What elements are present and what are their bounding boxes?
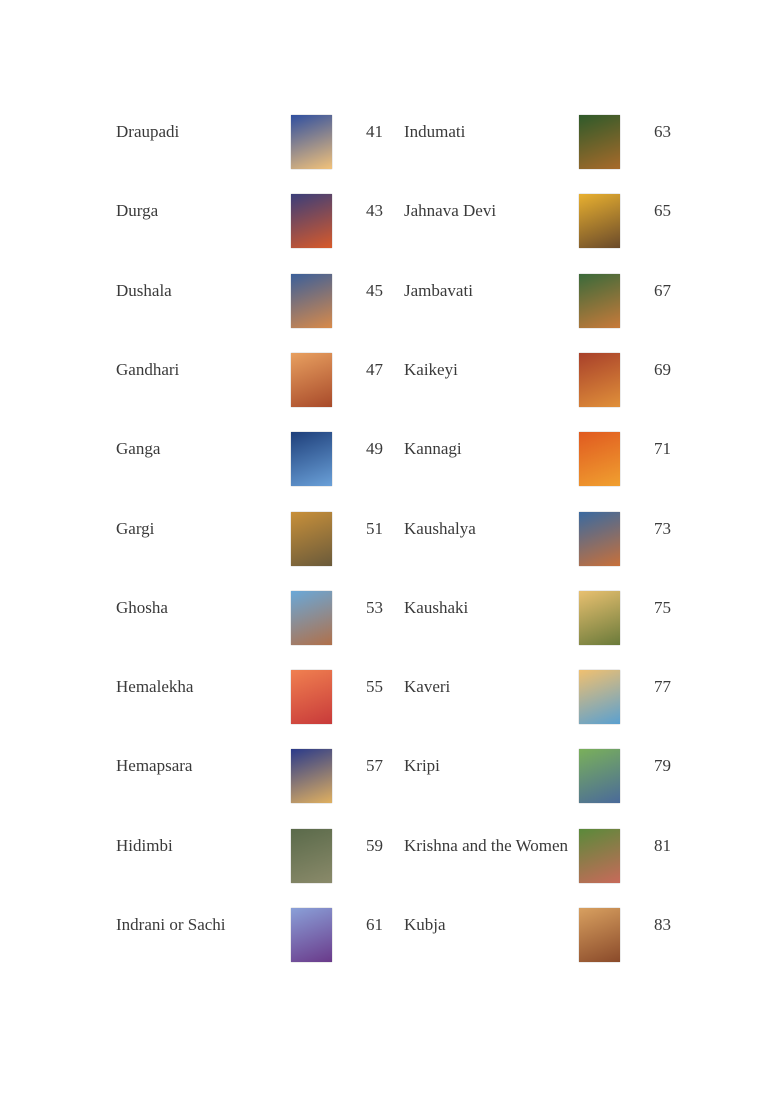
- entry-page-number: 71: [654, 439, 671, 459]
- toc-entry[interactable]: [0, 836, 780, 896]
- toc-entry[interactable]: [0, 677, 780, 737]
- toc-entry[interactable]: [0, 519, 780, 579]
- entry-page-number: 55: [366, 677, 383, 697]
- entry-page-number: 65: [654, 201, 671, 221]
- entry-title: Hemapsara: [116, 756, 193, 776]
- entry-page-number: 57: [366, 756, 383, 776]
- entry-page-number: 77: [654, 677, 671, 697]
- entry-thumbnail-image: [579, 194, 620, 248]
- entry-page-number: 73: [654, 518, 671, 538]
- entry-thumbnail-image: [579, 432, 620, 486]
- toc-entry[interactable]: [0, 201, 780, 261]
- entry-title: Kannagi: [404, 439, 462, 459]
- entry-page-number: 59: [366, 835, 383, 855]
- entry-page-number: 83: [654, 915, 671, 934]
- entry-thumbnail-image: [579, 353, 620, 407]
- toc-entry[interactable]: [0, 360, 780, 420]
- entry-page-number: 51: [366, 518, 383, 538]
- entry-title: Ghosha: [116, 597, 168, 617]
- entry-title: Dushala: [116, 280, 172, 300]
- entry-title: Jahnava Devi: [404, 201, 497, 221]
- entry-page-number: 81: [654, 835, 671, 855]
- entry-title: Durga: [116, 201, 159, 221]
- entry-title: Kaushalya: [404, 518, 476, 538]
- entry-page-number: 49: [366, 439, 383, 459]
- entry-page-number: 67: [654, 280, 671, 300]
- entry-page-number: 79: [654, 756, 671, 776]
- entry-page-number: 75: [654, 597, 671, 617]
- toc-entry[interactable]: [0, 439, 780, 499]
- entry-title: Kaikeyi: [404, 359, 458, 379]
- entry-title: Jambavati: [404, 280, 473, 300]
- entry-title: Gandhari: [116, 359, 180, 379]
- entry-title: Kaveri: [404, 677, 451, 697]
- toc-entry[interactable]: [0, 915, 780, 975]
- entry-title: Indrani or Sachi: [116, 915, 226, 934]
- entry-title: Kubja: [404, 915, 446, 934]
- entry-title: Draupadi: [116, 122, 180, 141]
- entry-title: Kripi: [404, 756, 440, 776]
- entry-page-number: 43: [366, 201, 383, 221]
- entry-thumbnail-image: [579, 829, 620, 883]
- entry-thumbnail-image: [579, 749, 620, 803]
- toc-entry[interactable]: [0, 281, 780, 341]
- entry-title: Kaushaki: [404, 597, 469, 617]
- toc-entry[interactable]: [0, 598, 780, 658]
- entry-thumbnail-image: [579, 115, 620, 169]
- entry-title: Ganga: [116, 439, 161, 459]
- entry-title: Indumati: [404, 122, 466, 141]
- entry-thumbnail-image: [579, 670, 620, 724]
- entry-thumbnail-image: [579, 512, 620, 566]
- toc-entry[interactable]: [0, 756, 780, 816]
- entry-page-number: 63: [654, 122, 671, 141]
- entry-page-number: 41: [366, 122, 383, 141]
- entry-title: Gargi: [116, 518, 155, 538]
- entry-title: Krishna and the Women: [404, 835, 569, 855]
- entry-thumbnail-image: [579, 591, 620, 645]
- entry-page-number: 53: [366, 597, 383, 617]
- toc-entry[interactable]: [0, 122, 780, 182]
- entry-title: Hemalekha: [116, 677, 194, 697]
- entry-page-number: 45: [366, 280, 383, 300]
- entry-page-number: 69: [654, 359, 671, 379]
- entry-thumbnail-image: [579, 274, 620, 328]
- entry-title: Hidimbi: [116, 835, 173, 855]
- entry-page-number: 47: [366, 359, 383, 379]
- entry-thumbnail-image: [579, 908, 620, 962]
- entry-page-number: 61: [366, 915, 383, 934]
